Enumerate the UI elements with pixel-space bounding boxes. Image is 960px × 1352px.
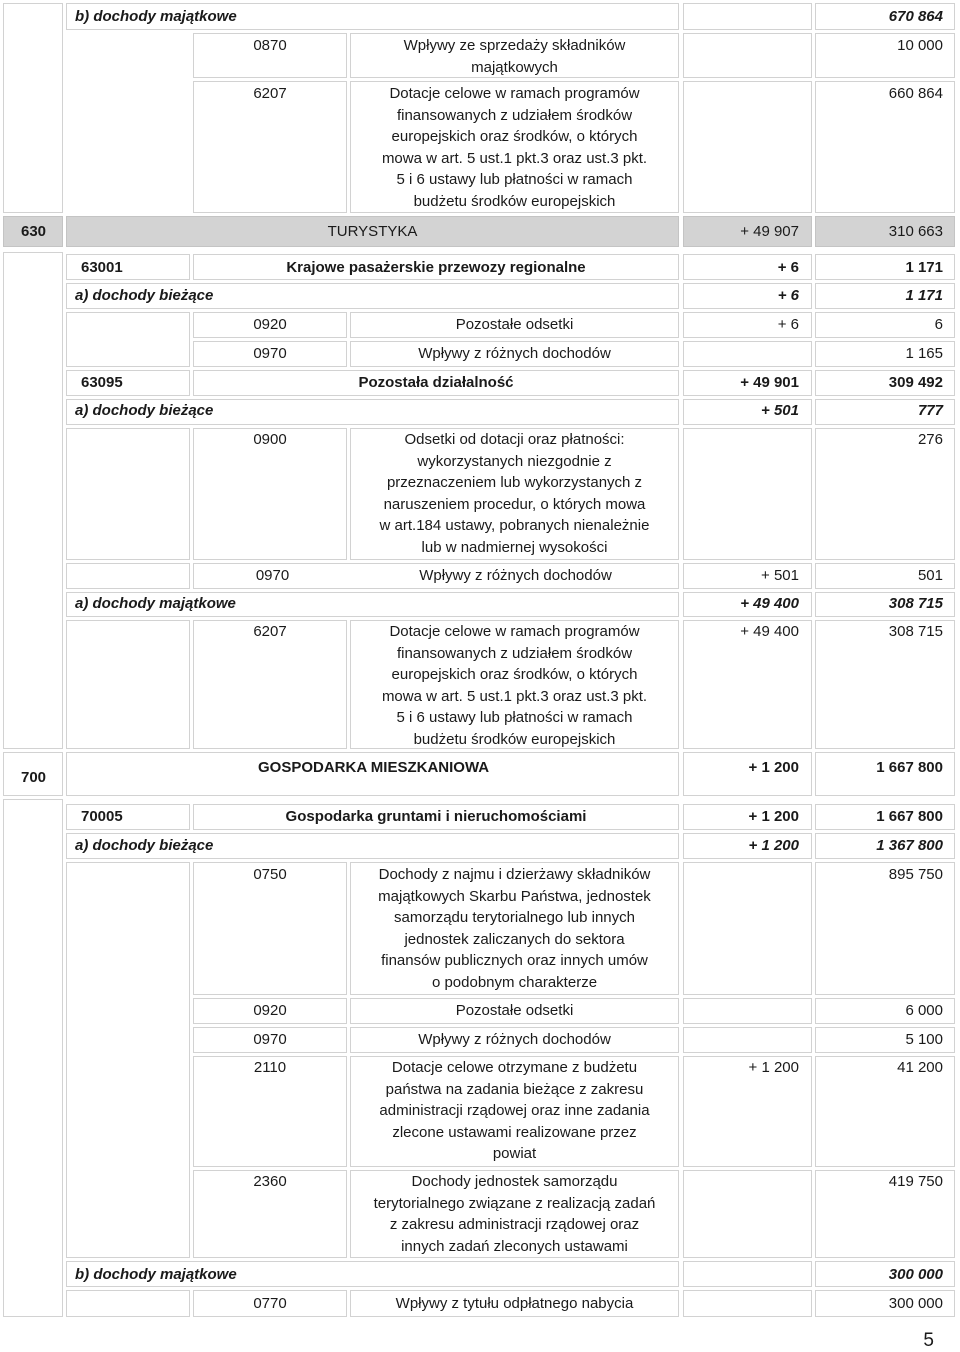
- chapter-63001-change-cell: [683, 254, 812, 280]
- row-description: Wpływy z różnych dochodów: [418, 1031, 611, 1048]
- row-2360-code-cell: [193, 1170, 347, 1258]
- row-description: Pozostałe odsetki: [455, 316, 574, 333]
- section-header-change: [683, 3, 812, 30]
- section-header-row: [66, 3, 679, 30]
- left-col-bottom: [3, 799, 63, 1317]
- row-amount: 419 750: [888, 1173, 943, 1190]
- section-63095-property-label-cell: [66, 592, 679, 617]
- row-code: 0920: [253, 316, 287, 333]
- row-code: 0970: [253, 345, 287, 362]
- section-total: 308 715: [888, 595, 943, 612]
- group-63001-left-cell: [66, 312, 190, 367]
- division-700-code-cell: [3, 752, 63, 796]
- row-2360-desc-cell: [350, 1170, 679, 1258]
- division-name: GOSPODARKA MIESZKANIOWA: [258, 759, 490, 776]
- row-0920b-change-cell: [683, 998, 812, 1024]
- row-0970b-change-cell: [683, 563, 812, 589]
- division-code: 700: [21, 769, 47, 786]
- chapter-name: Gospodarka gruntami i nieruchomościami: [285, 808, 587, 825]
- section-label: b) dochody majątkowe: [75, 8, 237, 25]
- section-70005-current-change-cell: [683, 833, 812, 859]
- row-amount: 6: [934, 316, 943, 333]
- row-description: Wpływy z różnych dochodów: [419, 567, 612, 584]
- row-0970c-change-cell: [683, 1027, 812, 1053]
- section-label: a) dochody majątkowe: [75, 595, 236, 612]
- division-700-change-cell: [683, 752, 812, 796]
- section-change: + 6: [777, 287, 799, 304]
- row-2110-amount-cell: [815, 1056, 955, 1167]
- section-63001-current-label-cell: [66, 283, 679, 309]
- left-col-mid: [3, 252, 63, 749]
- division-630-name-cell: [66, 216, 679, 247]
- row-0970b-amount-cell: [815, 563, 955, 589]
- chapter-70005-name-cell: [193, 804, 679, 830]
- row-0920b-code-cell: [193, 998, 347, 1024]
- row-0970b-main-cell: [193, 563, 679, 589]
- row-6207-code-cell: [193, 81, 347, 213]
- row-description: Dochody jednostek samorządu terytorialnego związane z realizacją zadań z zakresu administracji rządowej oraz innych zadań zleconych ustawami: [373, 1173, 656, 1255]
- row-0900-amount-cell: [815, 428, 955, 560]
- row-code: 0900: [253, 431, 287, 448]
- row-change: + 501: [761, 567, 799, 584]
- section-total: 670 864: [888, 8, 943, 25]
- row-amount: 660 864: [888, 85, 943, 102]
- row-0900-desc-cell: [350, 428, 679, 560]
- row-code: 6207: [253, 623, 287, 640]
- row-amount: 276: [917, 431, 943, 448]
- row-description: Dotacje celowe w ramach programów finansowanych z udziałem środków europejskich oraz środków, o których mowa w art. 5 ust.1 pkt.3 oraz ust.3 pkt. 5 i 6 ustawy lub płatności w ramach budżetu środków europejskich: [381, 623, 648, 748]
- section-70005-current-total-cell: [815, 833, 955, 859]
- chapter-63095-amount-cell: [815, 370, 955, 396]
- row-code: 2360: [253, 1173, 287, 1190]
- section-header-total-cell: [815, 3, 955, 30]
- section-change: + 1 200: [748, 837, 799, 854]
- row-0750-amount-cell: [815, 862, 955, 995]
- row-description: Dotacje celowe w ramach programów finansowanych z udziałem środków europejskich oraz środków, o których mowa w art. 5 ust.1 pkt.3 oraz ust.3 pkt. 5 i 6 ustawy lub płatności w ramach budżetu środków europejskich: [381, 85, 648, 210]
- group-6207b-left-cell: [66, 620, 190, 749]
- row-6207-desc-cell: [350, 81, 679, 213]
- page-number: 5: [923, 1330, 934, 1351]
- chapter-change: + 1 200: [748, 808, 799, 825]
- row-change: + 6: [777, 316, 799, 333]
- row-0920-amount-cell: [815, 312, 955, 338]
- row-amount: 5 100: [905, 1031, 943, 1048]
- row-description: Wpływy ze sprzedaży składników majątkowych: [403, 37, 626, 76]
- row-0870-code-cell: [193, 33, 347, 78]
- chapter-name: Krajowe pasażerskie przewozy regionalne: [286, 259, 586, 276]
- section-63095-current-change-cell: [683, 399, 812, 425]
- section-change: + 49 400: [740, 595, 799, 612]
- row-0870-desc-cell: [350, 33, 679, 78]
- row-0920b-desc-cell: [350, 998, 679, 1024]
- chapter-code: 70005: [81, 808, 123, 825]
- division-name: TURYSTYKA: [327, 223, 418, 240]
- section-63001-current-total-cell: [815, 283, 955, 309]
- row-change: + 1 200: [748, 1059, 799, 1076]
- section-70005-current-label-cell: [66, 833, 679, 859]
- row-amount: 1 165: [905, 345, 943, 362]
- row-0970c-code-cell: [193, 1027, 347, 1053]
- section-70005-property-label-cell: [66, 1261, 679, 1287]
- row-0900-change-cell: [683, 428, 812, 560]
- row-description: Wpływy z tytułu odpłatnego nabycia: [395, 1295, 634, 1312]
- row-0920b-amount-cell: [815, 998, 955, 1024]
- left-col-top: [3, 3, 63, 213]
- row-2360-amount-cell: [815, 1170, 955, 1258]
- section-63095-current-label-cell: [66, 399, 679, 425]
- row-0750-change-cell: [683, 862, 812, 995]
- row-2110-desc-cell: [350, 1056, 679, 1167]
- row-6207-change-cell: [683, 81, 812, 213]
- chapter-63001-code-cell: [66, 254, 190, 280]
- chapter-63095-code-cell: [66, 370, 190, 396]
- section-label: a) dochody bieżące: [75, 402, 214, 419]
- chapter-63095-name-cell: [193, 370, 679, 396]
- row-0970c-amount-cell: [815, 1027, 955, 1053]
- row-2360-change-cell: [683, 1170, 812, 1258]
- chapter-code: 63001: [81, 259, 123, 276]
- chapter-70005-code-cell: [66, 804, 190, 830]
- row-0770-desc-cell: [350, 1290, 679, 1317]
- row-amount: 6 000: [905, 1002, 943, 1019]
- division-amount: 1 667 800: [876, 759, 943, 776]
- division-700-amount-cell: [815, 752, 955, 796]
- row-amount: 308 715: [888, 623, 943, 640]
- chapter-70005-change-cell: [683, 804, 812, 830]
- row-description: Dotacje celowe otrzymane z budżetu państwa na zadania bieżące z zakresu administracji rządowej oraz inne zadania zlecone ustawami realizowane przez powiat: [379, 1059, 650, 1163]
- chapter-amount: 309 492: [888, 374, 943, 391]
- row-amount: 10 000: [897, 37, 943, 54]
- row-0770-code-cell: [193, 1290, 347, 1317]
- row-0920-desc-cell: [350, 312, 679, 338]
- group-0970b-left-cell: [66, 563, 190, 589]
- chapter-63001-amount-cell: [815, 254, 955, 280]
- row-6207b-desc-cell: [350, 620, 679, 749]
- division-630-change-cell: [683, 216, 812, 247]
- row-0920-change-cell: [683, 312, 812, 338]
- group-0900-left-cell: [66, 428, 190, 560]
- row-change: + 49 400: [740, 623, 799, 640]
- chapter-63095-change-cell: [683, 370, 812, 396]
- row-0750-code-cell: [193, 862, 347, 995]
- section-label: a) dochody bieżące: [75, 287, 214, 304]
- row-amount: 300 000: [888, 1295, 943, 1312]
- chapter-change: + 6: [777, 259, 799, 276]
- section-total: 300 000: [888, 1266, 943, 1283]
- row-amount: 41 200: [897, 1059, 943, 1076]
- row-2110-change-cell: [683, 1056, 812, 1167]
- row-0770-amount-cell: [815, 1290, 955, 1317]
- group-0770-left-cell: [66, 1290, 190, 1317]
- row-0750-desc-cell: [350, 862, 679, 995]
- row-6207b-code-cell: [193, 620, 347, 749]
- chapter-70005-amount-cell: [815, 804, 955, 830]
- row-code: 0770: [253, 1295, 287, 1312]
- section-70005-property-total-cell: [815, 1261, 955, 1287]
- division-amount: 310 663: [888, 223, 943, 240]
- section-63001-current-change-cell: [683, 283, 812, 309]
- group-70005-current-left-cell: [66, 862, 190, 1258]
- row-amount: 501: [917, 567, 943, 584]
- row-0770-change-cell: [683, 1290, 812, 1317]
- chapter-amount: 1 171: [905, 259, 943, 276]
- row-code: 6207: [253, 85, 287, 102]
- division-630-code-cell: [3, 216, 63, 247]
- chapter-name: Pozostała działalność: [358, 374, 514, 391]
- row-0970-change-cell: [683, 341, 812, 367]
- chapter-63001-name-cell: [193, 254, 679, 280]
- section-63095-property-total-cell: [815, 592, 955, 617]
- row-code: 0870: [253, 37, 287, 54]
- row-0970-desc-cell: [350, 341, 679, 367]
- row-description: Wpływy z różnych dochodów: [418, 345, 611, 362]
- chapter-code: 63095: [81, 374, 123, 391]
- row-0970-code-cell: [193, 341, 347, 367]
- division-change: + 1 200: [748, 759, 799, 776]
- chapter-change: + 49 901: [740, 374, 799, 391]
- row-code: 0920: [253, 1002, 287, 1019]
- row-description: Dochody z najmu i dzierżawy składników majątkowych Skarbu Państwa, jednostek samorządu terytorialnego lub innych jednostek zaliczanych do sektora finansów publicznych oraz innych umów o podobnym charakterze: [378, 866, 651, 991]
- division-700-name-cell: [66, 752, 679, 796]
- row-code: 0970: [253, 1031, 287, 1048]
- division-630-amount-cell: [815, 216, 955, 247]
- row-6207b-change-cell: [683, 620, 812, 749]
- section-total: 1 367 800: [876, 837, 943, 854]
- row-0970-amount-cell: [815, 341, 955, 367]
- row-description: Odsetki od dotacji oraz płatności: wykorzystanych niezgodnie z przeznaczeniem lub wykorzystanych z naruszeniem procedur, o których mowa w art.184 ustawy, pobranych nienależnie lub w nadmiernej wysokości: [379, 431, 650, 556]
- row-6207b-amount-cell: [815, 620, 955, 749]
- row-0900-code-cell: [193, 428, 347, 560]
- row-code: 2110: [253, 1059, 287, 1076]
- section-label: a) dochody bieżące: [75, 837, 214, 854]
- row-2110-code-cell: [193, 1056, 347, 1167]
- section-change: + 501: [761, 402, 799, 419]
- division-change: + 49 907: [740, 223, 799, 240]
- section-total: 1 171: [905, 287, 943, 304]
- row-0870-change-cell: [683, 33, 812, 78]
- row-code: 0970: [255, 567, 290, 584]
- row-description: Pozostałe odsetki: [455, 1002, 574, 1019]
- row-0870-amount-cell: [815, 33, 955, 78]
- section-total: 777: [917, 402, 943, 419]
- row-6207-amount-cell: [815, 81, 955, 213]
- section-label: b) dochody majątkowe: [75, 1266, 237, 1283]
- row-amount: 895 750: [888, 866, 943, 883]
- row-0920-code-cell: [193, 312, 347, 338]
- chapter-amount: 1 667 800: [876, 808, 943, 825]
- row-code: 0750: [253, 866, 287, 883]
- division-code: 630: [21, 223, 47, 240]
- section-63095-current-total-cell: [815, 399, 955, 425]
- section-63095-property-change-cell: [683, 592, 812, 617]
- section-70005-property-change-cell: [683, 1261, 812, 1287]
- row-0970c-desc-cell: [350, 1027, 679, 1053]
